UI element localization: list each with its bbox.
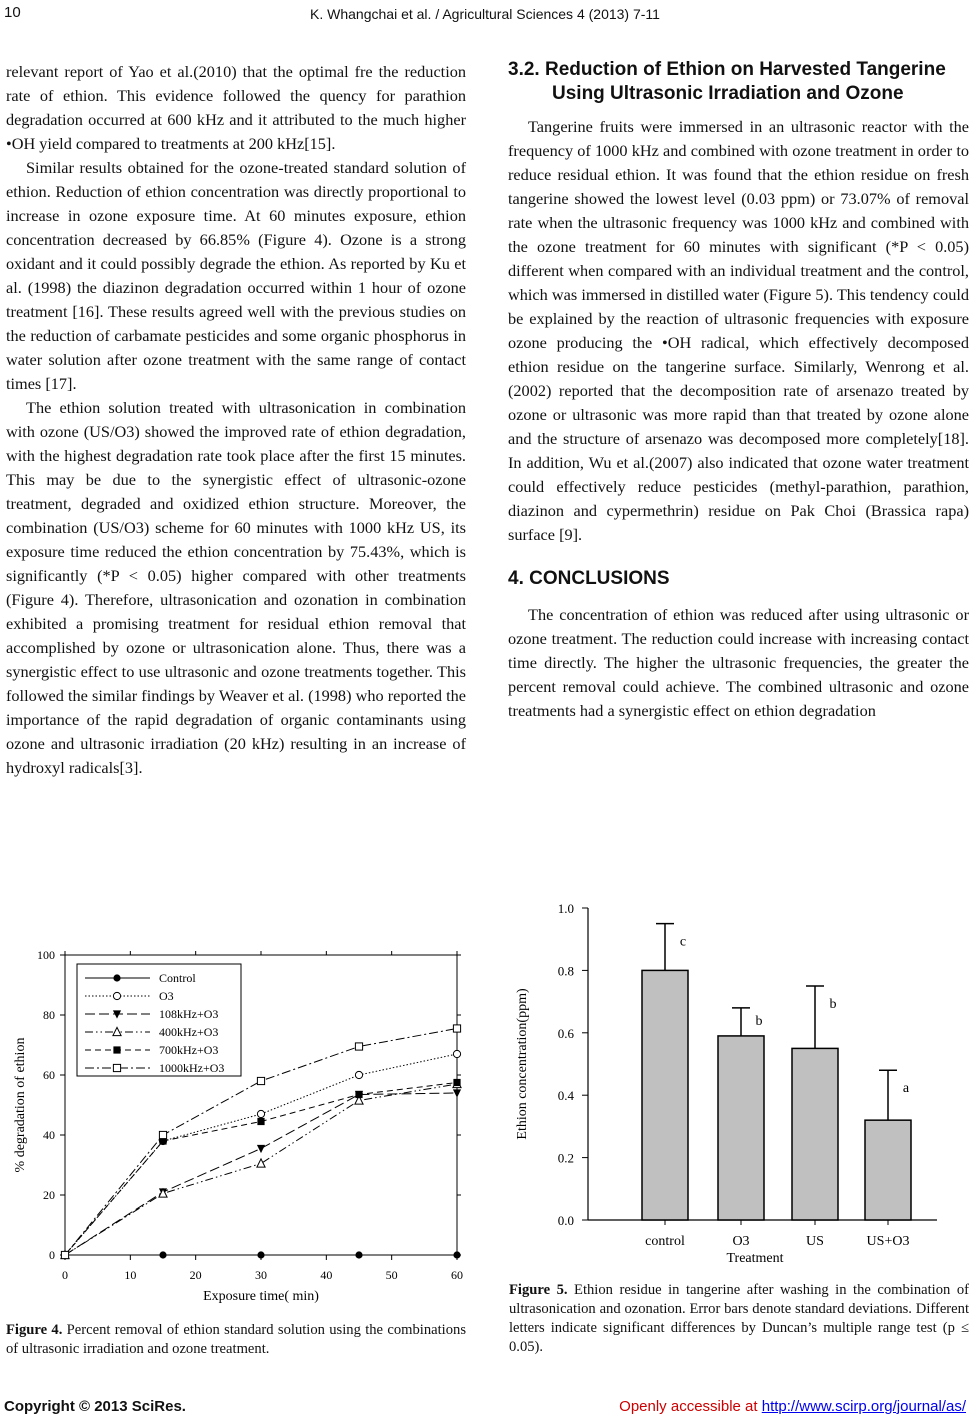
x-tick-label: 40 xyxy=(320,1268,333,1282)
y-tick-label: 0.2 xyxy=(557,1150,574,1166)
access-text: Openly accessible at xyxy=(619,1398,762,1415)
journal-link[interactable]: http://www.scirp.org/journal/as/ xyxy=(761,1398,966,1415)
x-tick-label: O3 xyxy=(732,1234,750,1249)
series-line xyxy=(65,1029,457,1256)
x-axis-label: Exposure time( min) xyxy=(203,1289,319,1304)
data-point xyxy=(355,1043,362,1050)
x-tick-label: 50 xyxy=(385,1268,398,1282)
bar xyxy=(792,1048,838,1220)
y-tick-label: 0.4 xyxy=(557,1088,574,1104)
data-point xyxy=(355,1071,362,1078)
x-tick-label: 30 xyxy=(255,1268,267,1282)
legend-marker xyxy=(113,1064,120,1071)
x-tick-label: 0 xyxy=(62,1268,68,1282)
page-header xyxy=(0,4,970,26)
legend-label: 700kHz+O3 xyxy=(159,1043,219,1057)
bar xyxy=(718,1036,764,1220)
x-tick-label: 20 xyxy=(189,1268,202,1282)
data-point xyxy=(257,1118,264,1125)
data-point xyxy=(453,1089,461,1097)
copyright: Copyright © 2013 SciRes. xyxy=(4,1398,186,1415)
right-column xyxy=(508,58,969,723)
x-tick-label: control xyxy=(645,1234,685,1249)
figure-4-caption xyxy=(6,1321,466,1359)
legend-marker xyxy=(113,1046,120,1053)
bar xyxy=(642,970,688,1220)
data-point xyxy=(453,1050,460,1057)
data-point xyxy=(453,1079,460,1086)
x-tick-label: US xyxy=(806,1234,824,1249)
series-1000khz-o3 xyxy=(61,1025,460,1259)
y-tick-label: 60 xyxy=(43,1068,55,1082)
legend-label: Control xyxy=(159,971,196,985)
paragraph: The ethion solution treated with ultrasonication in combination with ozone (US/O3) showed the improved rate of ethion degradation, with the highest degradation rate took place after the first 15 minutes. This may be due to the synergistic effect of ultrasonic-ozone treatment, degraded and oxidized ethion structure. Moreover, the combination (US/O3) scheme for 60 minutes with 1000 kHz US, its exposure time reduced the ethion concentration by 75.43%, which is significantly (*P < 0.05) higher compared with other treatments (Figure 4). Therefore, ultrasonication and ozonation in combination exhibited a promising treatment for residual ethion removal that accomplished by ozone or ultrasonication alone. Thus, there was a synergistic effect to use ultrasonic and ozone treatments together. This followed the similar findings by Weaver et al. (1998) who reported the importance of the rapid degradation of organic contaminants using ozone and ultrasonic irradiation (20 kHz) resulting in an increase of hydroxyl radicals[3]. xyxy=(6,398,466,777)
figure-4-line-chart xyxy=(0,945,475,1310)
paragraph: relevant report of Yao et al.(2010) that the optimal fre the reduction rate of ethion. This evidence followed the quency for parathion degradation occurred at 600 kHz and it attributed to the much higher •OH yield compared to treatments at 200 kHz[15]. xyxy=(6,62,466,153)
data-point xyxy=(257,1159,265,1167)
y-tick-label: 100 xyxy=(37,948,55,962)
data-point xyxy=(159,1251,166,1258)
data-point xyxy=(257,1077,264,1084)
data-point xyxy=(159,1131,166,1138)
paragraph: Tangerine fruits were immersed in an ultrasonic reactor with the frequency of 1000 kHz and combined with ozone treatment in order to reduce residual ethion. It was found that the ethion residue on fresh tangerine showed the lowest level (0.03 ppm) or 73.07% of removal rate when the ultrasonic frequency was 1000 kHz and combined with the ozone treatment for 60 minutes with significant (*P < 0.05) different when compared with an individual treatment and the control, which was immersed in distilled water (Figure 5). This tendency could be explained by the reaction of ultrasonic frequencies with exposure ozone producing the •OH radical, which effectively decomposed ethion residue on the tangerine surface. Similarly, Wenrong et al. (2002) reported that the decomposition rate of arsenazo treated by ozone or ultrasonic was more rapid than that treated by ozone alone and the structure of arsenazo was decomposed more completely[18]. In addition, Wu et al.(2007) also indicated that ozone water treatment could effectively reduce pesticides (methyl-parathion, parathion, diazinon and cypermethrin) residue on Pak Choi (Brassica rapa) surface [9]. xyxy=(508,117,969,544)
figure-5-bar-chart xyxy=(505,895,970,1270)
bar-group-us-o3 xyxy=(865,1070,911,1220)
legend-label: 400kHz+O3 xyxy=(159,1025,219,1039)
y-axis-label: % degradation of ethion xyxy=(13,1037,28,1173)
data-point xyxy=(257,1145,265,1153)
legend-label: 108kHz+O3 xyxy=(159,1007,219,1021)
figure-5-caption-text: Ethion residue in tangerine after washing in the combination of ultrasonication and ozonation. Error bars denote standard deviations. Different letters indicate significant differences by Duncan’s multiple range test (p ≤ 0.05). xyxy=(509,1282,969,1355)
section-heading: 4. CONCLUSIONS xyxy=(508,568,670,589)
y-tick-label: 80 xyxy=(43,1008,55,1022)
bar-group-o3 xyxy=(718,1008,764,1220)
legend-marker xyxy=(113,992,120,999)
legend-label: O3 xyxy=(159,989,174,1003)
paragraph: Similar results obtained for the ozone-treated standard solution of ethion. Reduction of ethion concentration was directly proportional to increase in ozone exposure time. At 60 minutes exposure, ethion concentration decreased by 66.85% (Figure 4). Ozone is a strong oxidant and it could possibly degrade the ethion. As reported by Ku et al. (1998) the diazinon degradation occurred within 1 hour of ozone treatment [16]. These results agreed well with the previous studies on the reduction of carbamate pesticides and some organic phosphorus in water solution after ozone treatment with the same range of contact times [17]. xyxy=(6,158,466,393)
series-400khz-o3 xyxy=(61,1025,461,1259)
significance-letter: b xyxy=(755,1014,763,1029)
y-axis-label: Ethion concentration(ppm) xyxy=(515,988,530,1140)
section-heading: 3.2. Reduction of Ethion on Harvested Tangerine Using Ultrasonic Irradiation and Ozone xyxy=(508,59,946,104)
legend-marker xyxy=(113,974,120,981)
y-tick-label: 20 xyxy=(43,1188,55,1202)
y-tick-label: 0.6 xyxy=(557,1025,574,1041)
x-tick-label: 60 xyxy=(451,1268,463,1282)
series-line xyxy=(65,1083,457,1256)
series-line xyxy=(65,1084,457,1255)
significance-letter: c xyxy=(679,934,687,950)
x-tick-label: US+O3 xyxy=(866,1234,910,1249)
data-point xyxy=(453,1025,460,1032)
y-tick-label: 0.8 xyxy=(557,963,574,979)
data-point xyxy=(355,1091,362,1098)
data-point xyxy=(355,1251,362,1258)
bar-group-control xyxy=(642,924,688,1220)
page-number: 10 xyxy=(4,4,21,21)
figure-4-caption-text: Percent removal of ethion standard solution using the combinations of ultrasonic irradiation and ozone treatment. xyxy=(6,1322,466,1357)
data-point xyxy=(257,1251,264,1258)
left-column xyxy=(6,60,466,780)
running-head: K. Whangchai et al. / Agricultural Sciences 4 (2013) 7-11 xyxy=(310,6,660,22)
y-tick-label: 0.0 xyxy=(557,1213,574,1228)
y-tick-label: 1.0 xyxy=(557,901,574,916)
x-axis-label: Treatment xyxy=(726,1251,784,1266)
data-point xyxy=(257,1110,264,1117)
paragraph: The concentration of ethion was reduced after using ultrasonic or ozone treatment. The reduction could increase with increasing contact time directly. The higher the ultrasonic frequencies, the greater the percent removal could achieve. The combined ultrasonic and ozone treatments had a synergistic effect on ethion degradation xyxy=(508,604,969,720)
y-tick-label: 0 xyxy=(49,1248,55,1262)
y-tick-label: 40 xyxy=(43,1128,55,1142)
legend-marker xyxy=(113,1027,121,1035)
figure-5-label: Figure 5. xyxy=(509,1282,568,1298)
significance-letter: a xyxy=(902,1081,910,1097)
significance-letter: b xyxy=(829,996,837,1012)
data-point xyxy=(453,1251,460,1258)
bar-group-us xyxy=(792,986,838,1220)
series-108khz-o3 xyxy=(61,1007,461,1260)
figure-5-caption xyxy=(509,1281,969,1357)
legend-label: 1000kHz+O3 xyxy=(159,1061,225,1075)
x-tick-label: 10 xyxy=(124,1268,137,1282)
access-line xyxy=(619,1398,966,1415)
plot-frame xyxy=(65,955,457,1255)
bar xyxy=(865,1120,911,1220)
figure-4-label: Figure 4. xyxy=(6,1322,63,1338)
data-point xyxy=(61,1251,68,1258)
